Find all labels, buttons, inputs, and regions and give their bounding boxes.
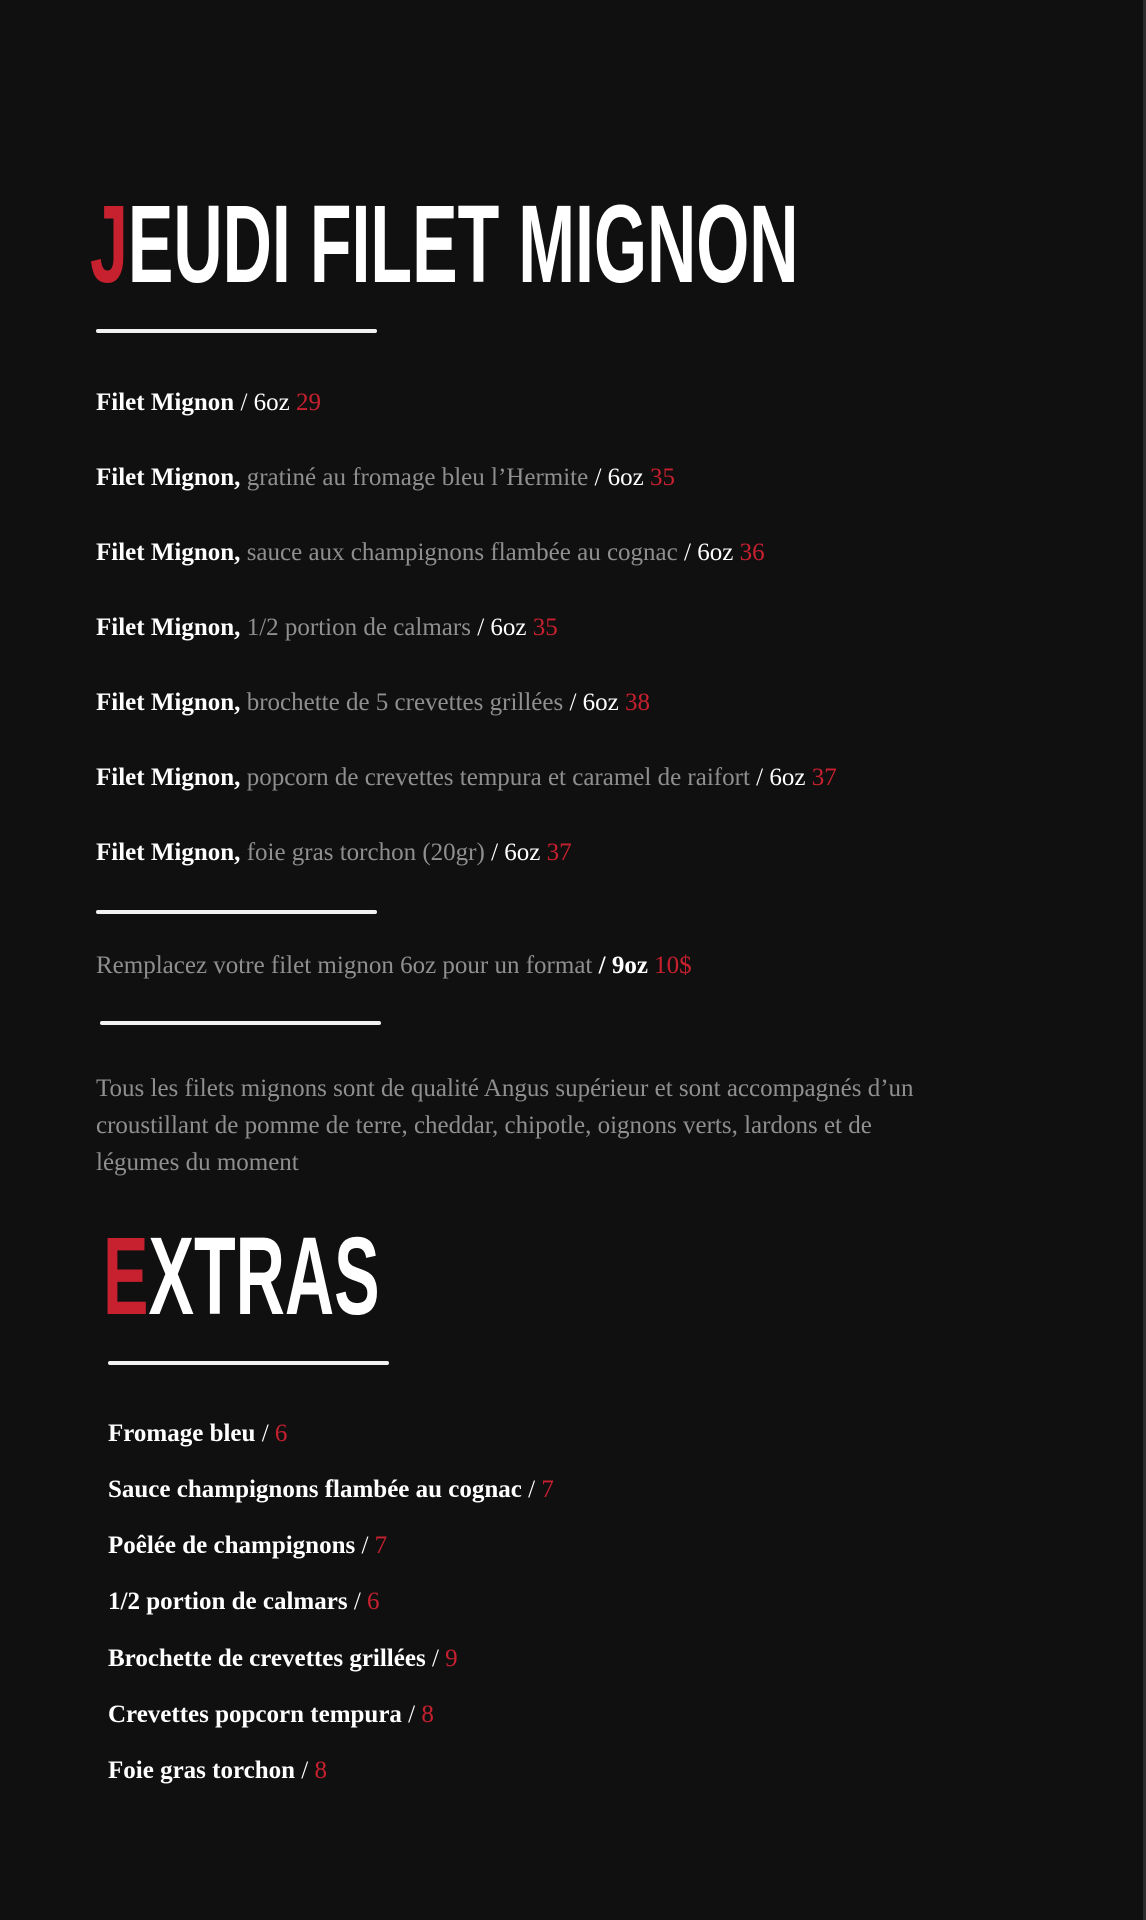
extra-name: Crevettes popcorn tempura	[108, 1701, 402, 1728]
item-desc: 1/2 portion de calmars	[240, 614, 471, 641]
item-portion: / 6oz	[749, 764, 812, 791]
extra-sep: /	[528, 1476, 542, 1503]
item-price: 37	[546, 839, 572, 866]
divider-lower	[100, 1021, 381, 1025]
menu-item	[96, 538, 765, 568]
item-portion: / 6oz	[588, 464, 651, 491]
extra-name: Fromage bleu	[108, 1420, 262, 1447]
menu-item	[96, 688, 650, 718]
item-name: Filet Mignon	[96, 389, 235, 416]
item-desc: gratiné au fromage bleu l’Hermite	[240, 464, 589, 491]
item-price: 35	[532, 614, 558, 641]
upgrade-line	[96, 951, 692, 981]
item-price: 36	[739, 539, 765, 566]
item-name: Filet Mignon,	[96, 539, 241, 566]
extra-name: Brochette de crevettes grillées	[108, 1645, 426, 1672]
extra-item	[108, 1531, 387, 1561]
upgrade-text: Remplacez votre filet mignon 6oz pour un format	[96, 952, 593, 979]
extra-sep: /	[261, 1420, 275, 1447]
extra-sep: /	[401, 1701, 422, 1728]
divider-extras	[108, 1361, 389, 1365]
menu-item	[96, 838, 572, 868]
menu-item	[96, 613, 558, 643]
divider-middle	[96, 910, 377, 914]
item-price: 29	[295, 389, 321, 416]
item-price: 35	[650, 464, 676, 491]
extra-price: 7	[541, 1476, 554, 1503]
menu-description: Tous les filets mignons sont de qualité Angus supérieur et sont accompagnés d’un croustillant de pomme de terre, cheddar, chipotle, oignons verts, lardons et de légumes du moment	[96, 1075, 914, 1176]
extra-sep: /	[347, 1588, 368, 1615]
title-initial: E	[103, 1215, 149, 1338]
item-name: Filet Mignon,	[96, 689, 241, 716]
item-desc: foie gras torchon (20gr)	[240, 839, 485, 866]
item-portion: / 6oz	[484, 839, 547, 866]
extra-name: Poêlée de champignons	[108, 1532, 356, 1559]
extra-price: 6	[274, 1420, 288, 1447]
item-desc: brochette de 5 crevettes grillées	[240, 689, 564, 716]
extra-price: 7	[374, 1532, 388, 1559]
extra-price: 8	[421, 1701, 434, 1728]
extra-item	[108, 1419, 287, 1449]
item-name: Filet Mignon,	[96, 839, 241, 866]
extra-item	[108, 1644, 458, 1674]
menu-item	[96, 763, 837, 793]
title-rest: XTRAS	[148, 1215, 380, 1338]
divider-top	[96, 329, 377, 333]
item-price: 38	[625, 689, 651, 716]
item-portion: / 6oz	[470, 614, 533, 641]
upgrade-size: / 9oz	[592, 952, 655, 979]
item-price: 37	[811, 764, 837, 791]
extra-sep: /	[295, 1757, 315, 1784]
extra-sep: /	[355, 1532, 375, 1559]
item-portion: / 6oz	[234, 389, 296, 416]
item-portion: / 6oz	[563, 689, 626, 716]
menu-item	[96, 388, 321, 418]
extra-price: 6	[367, 1588, 380, 1615]
section-title-extras	[103, 1215, 380, 1338]
extra-item	[108, 1587, 380, 1617]
extra-item	[108, 1700, 434, 1730]
extra-item	[108, 1756, 327, 1786]
extra-item	[108, 1475, 554, 1505]
extra-price: 9	[445, 1645, 458, 1672]
item-desc: popcorn de crevettes tempura et caramel de raifort	[240, 764, 750, 791]
title-rest: EUDI FILET MIGNON	[127, 183, 799, 306]
item-name: Filet Mignon,	[96, 614, 241, 641]
item-desc: sauce aux champignons flambée au cognac	[240, 539, 678, 566]
extra-name: Sauce champignons flambée au cognac	[108, 1476, 529, 1503]
item-portion: / 6oz	[677, 539, 740, 566]
menu-item	[96, 463, 675, 493]
section-title-main	[90, 183, 799, 306]
extra-name: 1/2 portion de calmars	[108, 1588, 348, 1615]
upgrade-price: 10$	[654, 952, 692, 979]
extra-price: 8	[314, 1757, 327, 1784]
extra-sep: /	[425, 1645, 446, 1672]
item-name: Filet Mignon,	[96, 464, 241, 491]
extra-name: Foie gras torchon	[108, 1757, 296, 1784]
item-name: Filet Mignon,	[96, 764, 241, 791]
title-initial: J	[90, 183, 128, 306]
